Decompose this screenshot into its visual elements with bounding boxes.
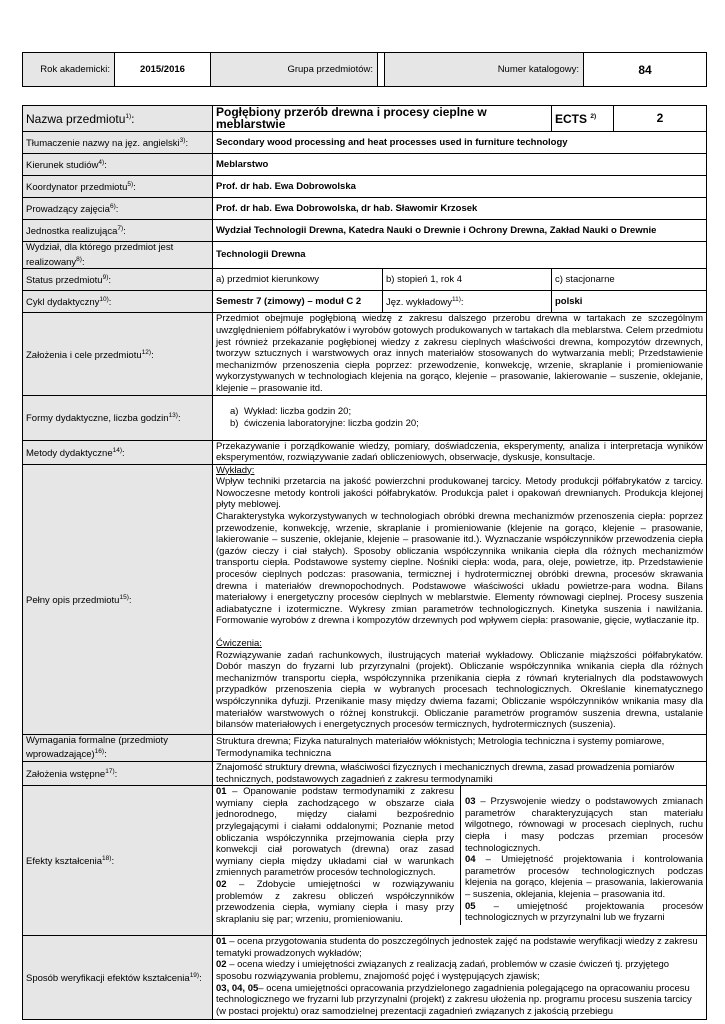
- rok-label: Rok akademicki:: [23, 53, 115, 87]
- efekty-left: [213, 786, 461, 925]
- tlumaczenie-label: Tłumaczenie nazwy na jęz. angielski$^{3)}$:: [23, 132, 213, 154]
- subject-table: [22, 105, 707, 1020]
- efekty-label: Efekty kształcenia$^{18)}$:: [23, 786, 213, 936]
- numer-value: 84: [584, 53, 707, 87]
- efekt-03: 03 – Przyswojenie wiedzy o podstawowych zmianach parametrów charakteryzujących stan materiału wilgotnego, równowagi w procesach cieplnych, ruchu ciepła i masy podczas przemian procesów technologicznych.: [465, 796, 703, 854]
- jezyk-value: polski: [552, 291, 707, 313]
- zalozenia-cele-value: Przedmiot obejmuje pogłębioną wiedzę z zakresu dalszego przerobu drewna w tartakach ze szczególnym uwzględnieniem półfabrykatów i wyrobów gotowych produkowanych w tartakach dla meblarstwa. Celem przedmiotu jest również przekazanie pogłębionej wiedzy z zakresu cieplnych właściwości drewna, kompozytów drzewnych, tworzyw sztucznych i warstwowych oraz innych materiałów stosowanych do wytwarzania mebli; Przedstawienie mechanizmów przenoszenia ciepła poprzez: przewodzenie, konwekcję, wrzenie, skraplanie i promieniowanie wykorzystywanych w technologiach klejenia na gorąco, klejenie – prasowanie, lakierowanie – suszenie, oklejanie, klejenie – prasowanie itd.: [213, 313, 707, 395]
- formy-value: [213, 395, 707, 440]
- cwiczenia-title: Ćwiczenia:: [216, 638, 262, 649]
- zalozenia-wstepne-value: Znajomość struktury drewna, właściwości fizycznych i mechanicznych drewna, zasad prowadzenia pomiarów technicznych, podstawowych zagadnień z zakresu termodynamiki: [213, 762, 707, 786]
- wyklady-title: Wykłady:: [216, 464, 255, 476]
- wyklady-paragraph-2: Charakterystyka wykorzystywanych w technologiach obróbki drewna mechanizmów przenoszenia ciepła: poprzez przewodzenie, konwekcję, wrzenie, skraplanie i promieniowanie (klejenie na gorąco, klejenie – prasowanie, lakierowanie – suszenie, oklejanie, klejenie – prasowanie itd.). Wyznaczanie współczynników przewodzenia ciepła (gazów cieczy i ciał stałych). Sposoby obliczania współczynnika wnikania ciepła dla różnych mechanizmów transportu ciepła. Podstawowe systemy cieplne. Nośniki ciepła: woda, para, oleje, powietrze, itp. Przedstawienie procesów cieplnych podczas: prasowania, termicznej i hydrotermicznej obróbki drewna, procesów skrawania drewna i materiałów drewnopochodnych. Podstawowe właściwości układu powietrze-para wodna. Bilans materiałowy i energetyczny procesów cieplnych w meblarstwie. Elementy równowagi cieplnej. Procesy suszenia adiabatyczne i izotermiczne. Wykresy zmian parametrów technologicznych. Kinetyka suszenia i nawilżania. Formowanie wyrobów z drewna i kompozytów drzewnych pod wpływem ciepła: prasowanie, gięcie, wytłaczanie itp.: [216, 511, 703, 627]
- zalozenia-cele-label: Założenia i cele przedmiotu$^{12)}$:: [23, 313, 213, 395]
- sposob-01: 01 – ocena przygotowania studenta do poszczególnych jednostek zajęć na podstawie weryfikacji wiedzy z zakresu tematyki prowadzonych wykładów;: [216, 936, 698, 959]
- metody-label: Metody dydaktyczne$^{14)}$:: [23, 440, 213, 464]
- wyklady-paragraph-1: Wpływ techniki przetarcia na jakość powierzchni produkowanej tarcicy. Metody produkcji półfabrykatów z tarcicy. Nowoczesne metody kontroli jakości półfabrykatów. Produkcja palet i opakowań drewnianych. Produkcja klejonej płyty meblowej.: [216, 476, 703, 511]
- wymagania-label: Wymagania formalne (przedmioty wprowadzające)$^{16)}$:: [23, 734, 213, 761]
- grupa-value: [378, 53, 385, 87]
- status-b: b) stopień 1, rok 4: [383, 269, 552, 291]
- spacer: [216, 627, 703, 638]
- koordynator-value: Prof. dr hab. Ewa Dobrowolska: [213, 176, 707, 198]
- jednostka-value: Wydział Technologii Drewna, Katedra Nauki o Drewnie i Ochrony Drewna, Zakład Nauki o Drewnie: [213, 220, 707, 242]
- sposob-label: Sposób weryfikacji efektów kształcenia$^{19)}$:: [23, 936, 213, 1020]
- wymagania-value: Struktura drewna; Fizyka naturalnych materiałów włóknistych; Metrologia techniczna i systemy pomiarowe, Termodynamika techniczna: [213, 734, 707, 761]
- formy-list: [216, 406, 703, 429]
- cykl-value: Semestr 7 (zimowy) – moduł C 2: [213, 291, 383, 313]
- status-c: c) stacjonarne: [552, 269, 707, 291]
- efekt-01: 01 – Opanowanie podstaw termodynamiki z zakresu wymiany ciepła zachodzącego w obszarze ciała jednorodnego, między ciałami bezpośrednio przylegającymi i ciałami oddalonymi; Poznanie metod obliczania współczynnika przejmowania ciepła przy konwekcji ciał porowatych (drewna) oraz zasad wymiany ciepła między układami ciał w warunkach zmiennych parametrów procesów technologicznych.: [216, 786, 454, 879]
- pelny-opis-value: [213, 464, 707, 734]
- efekty-right: [461, 786, 706, 925]
- formy-label: Formy dydaktyczne, liczba godzin$^{13)}$:: [23, 395, 213, 440]
- name-label: Nazwa przedmiotu$^{1)}$:: [23, 106, 213, 132]
- sposob-03: 03, 04, 05– ocena umiejętności opracowania przydzielonego zagadnienia polegającego na opracowaniu procesu technologicznego we fryzarni lub przyrzynalni (projekt) z zakresu ułożenia np. programu procesu suszenia tarcicy (w postaci projektu) oraz samodzielnej prezentacji zagadnień związanych z jakością przebiegu: [216, 982, 692, 1017]
- koordynator-label: Koordynator przedmiotu$^{5)}$:: [23, 176, 213, 198]
- header-table: [22, 52, 707, 87]
- cykl-label: Cykl dydaktyczny$^{10)}$:: [23, 291, 213, 313]
- numer-label: Numer katalogowy:: [385, 53, 584, 87]
- formy-item: a) Wykład: liczba godzin 20;: [230, 405, 352, 417]
- subject-name: Pogłębiony przerób drewna i procesy cieplne w meblarstwie: [213, 106, 552, 132]
- efekty-columns: [213, 786, 706, 925]
- efekty-value: [213, 786, 707, 936]
- tlumaczenie-value: Secondary wood processing and heat processes used in furniture technology: [213, 132, 707, 154]
- rok-value: 2015/2016: [115, 53, 211, 87]
- efekt-02: 02 – Zdobycie umiejętności w rozwiązywaniu problemów z zakresu obliczeń współczynników przewodzenia ciepła, wymiany ciepła i masy przy skraplaniu się par; wrzeniu, promieniowaniu.: [216, 878, 454, 925]
- efekt-04: 04 – Umiejętność projektowania i kontrolowania parametrów procesów technologicznych podczas klejenia na gorąco, klejenia – prasowania, lakierowania – suszenia, oklejania, klejenia – prasowania itd.: [465, 854, 703, 900]
- kierunek-label: Kierunek studiów$^{4)}$:: [23, 154, 213, 176]
- status-label: Status przedmiotu$^{9)}$:: [23, 269, 213, 291]
- wydzial-label: Wydział, dla którego przedmiot jest realizowany$^{8)}$:: [23, 242, 213, 269]
- ects-label: ECTS $^{2)}$: [552, 106, 614, 132]
- prowadzacy-value: Prof. dr hab. Ewa Dobrowolska, dr hab. Sławomir Krzosek: [213, 198, 707, 220]
- ects-value: 2: [614, 106, 707, 132]
- metody-value: Przekazywanie i porządkowanie wiedzy, pomiary, doświadczenia, eksperymenty, analiza i interpretacja wyników eksperymentów, rozwiązywanie zadań obliczeniowych, obserwacje, dyskusje, konsultacje.: [213, 440, 707, 464]
- sposob-value: [213, 936, 707, 1020]
- grupa-label: Grupa przedmiotów:: [211, 53, 378, 87]
- prowadzacy-label: Prowadzący zajęcia$^{6)}$:: [23, 198, 213, 220]
- sposob-02: 02 – ocena wiedzy i umiejętności związanych z realizacją zadań, problemów w czasie ćwiczeń tj. przyjętego sposobu rozwiązywania problemu, znajomość pojęć i występujących zjawisk;: [216, 959, 670, 982]
- formy-item: b) ćwiczenia laboratoryjne: liczba godzin 20;: [230, 417, 419, 429]
- jezyk-label: Jęz. wykładowy$^{11)}$:: [383, 291, 552, 313]
- status-a: a) przedmiot kierunkowy: [213, 269, 383, 291]
- zalozenia-wstepne-label: Założenia wstępne$^{17)}$:: [23, 762, 213, 786]
- pelny-opis-label: Pełny opis przedmiotu$^{15)}$:: [23, 464, 213, 734]
- cwiczenia-paragraph: Rozwiązywanie zadań rachunkowych, ilustrujących materiał wykładowy. Obliczanie miąższości półfabrykatów. Dobór maszyn do fryzarni lub przyrzynalni (projekt). Obliczanie współczynnika wnikania ciepła dla różnych mechanizmów transportu ciepła, współczynnika przenikania ciepła z równań kryterialnych dla podstawowych przypadków przenoszenia ciepła w wybranych procesach technologicznych. Określanie kinematycznego współczynnika dyfuzji. Przenikanie masy między dwiema fazami; Obliczanie współczynników wnikania masy dla materiałów warstwowych o różnej konstrukcji. Obliczanie parametrów programów suszenia drewna, ustalanie bilansów materiałowych i energetycznych procesów termicznych, hydrotermicznych (suszenia).: [216, 649, 703, 731]
- kierunek-value: Meblarstwo: [213, 154, 707, 176]
- efekt-05: 05 – umiejętność projektowania procesów technologicznych w przyrzynalni lub we fryzarni: [465, 900, 703, 924]
- wydzial-value: Technologii Drewna: [213, 242, 707, 269]
- jednostka-label: Jednostka realizująca$^{7)}$:: [23, 220, 213, 242]
